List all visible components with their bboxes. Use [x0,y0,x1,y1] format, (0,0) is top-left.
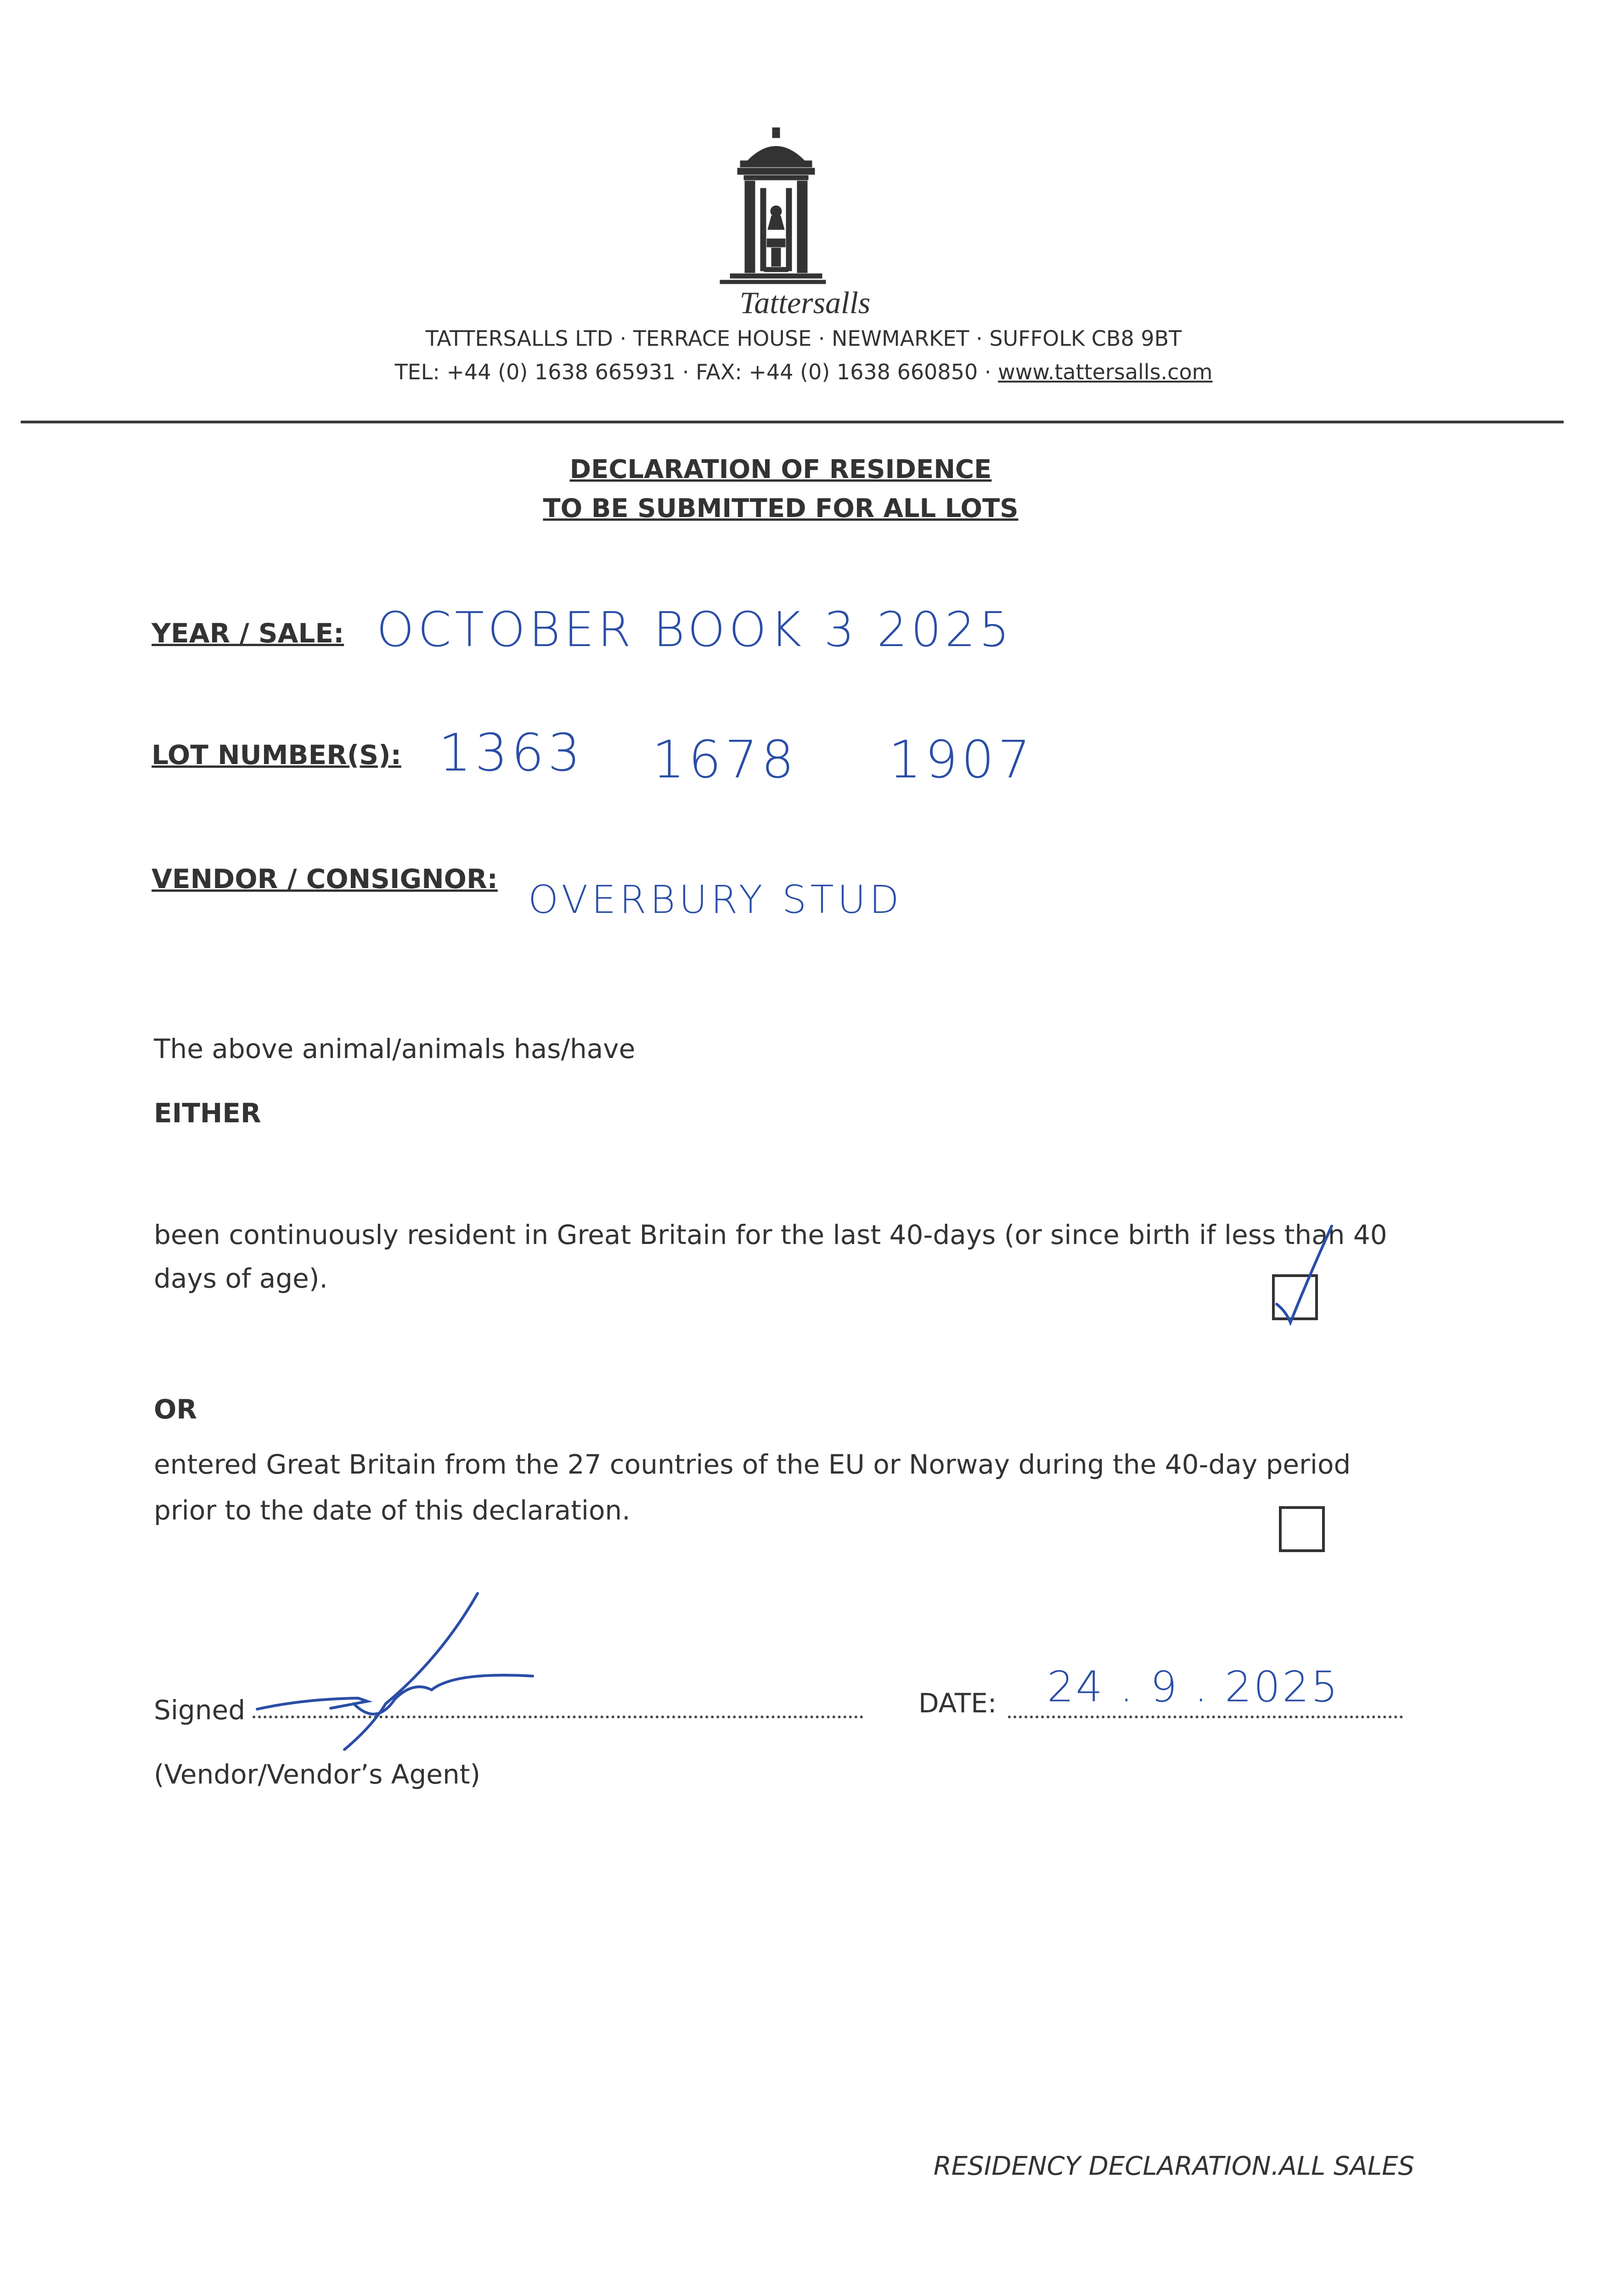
date-line[interactable] [1008,1715,1403,1718]
contact-numbers: TEL: +44 (0) 1638 665931 · FAX: +44 (0) 1638 660850 · [394,360,998,384]
year-sale-value: OCTOBER BOOK 3 2025 [377,602,1013,658]
vendor-value: OVERBURY STUD [528,877,903,922]
option2-text-line2: prior to the date of this declaration. [154,1495,630,1526]
lot-numbers-label: LOT NUMBER(S): [152,739,401,771]
option1-text-line2: days of age). [154,1263,328,1294]
tattersalls-logo [716,124,836,289]
brand-name: Tattersalls [739,285,871,320]
signed-label: Signed [154,1694,246,1726]
document-subtitle: TO BE SUBMITTED FOR ALL LOTS [543,494,1019,523]
vendor-label: VENDOR / CONSIGNOR: [152,863,498,895]
option2-text-line1: entered Great Britain from the 27 countries of the EU or Norway during the 40-day period [154,1449,1351,1480]
checkmark-icon [1258,1212,1341,1332]
option2-checkbox[interactable] [1279,1506,1325,1552]
handwritten-signature [248,1589,542,1763]
company-address: TATTERSALLS LTD · TERRACE HOUSE · NEWMARKET · SUFFOLK CB8 9BT [425,326,1182,351]
either-label: EITHER [154,1097,261,1129]
header-divider [21,421,1564,423]
lot-number: 1363 [439,723,585,783]
company-contact [321,360,1286,384]
document-title: DECLARATION OF RESIDENCE [569,455,992,484]
option1-text-line1: been continuously resident in Great Britain for the last 40-days (or since birth if less than 40 [154,1219,1387,1250]
intro-text: The above animal/animals has/have [154,1033,636,1064]
lot-number: 1678 [652,730,798,790]
website-link[interactable]: www.tattersalls.com [998,360,1213,384]
year-sale-label: YEAR / SALE: [152,618,344,649]
lot-number: 1907 [889,730,1035,790]
or-label: OR [154,1394,197,1425]
signer-role: (Vendor/Vendor’s Agent) [154,1759,481,1790]
footer-text: RESIDENCY DECLARATION.ALL SALES [933,2151,1414,2181]
date-value: 24 . 9 . 2025 [1047,1662,1340,1711]
date-label: DATE: [918,1688,997,1719]
